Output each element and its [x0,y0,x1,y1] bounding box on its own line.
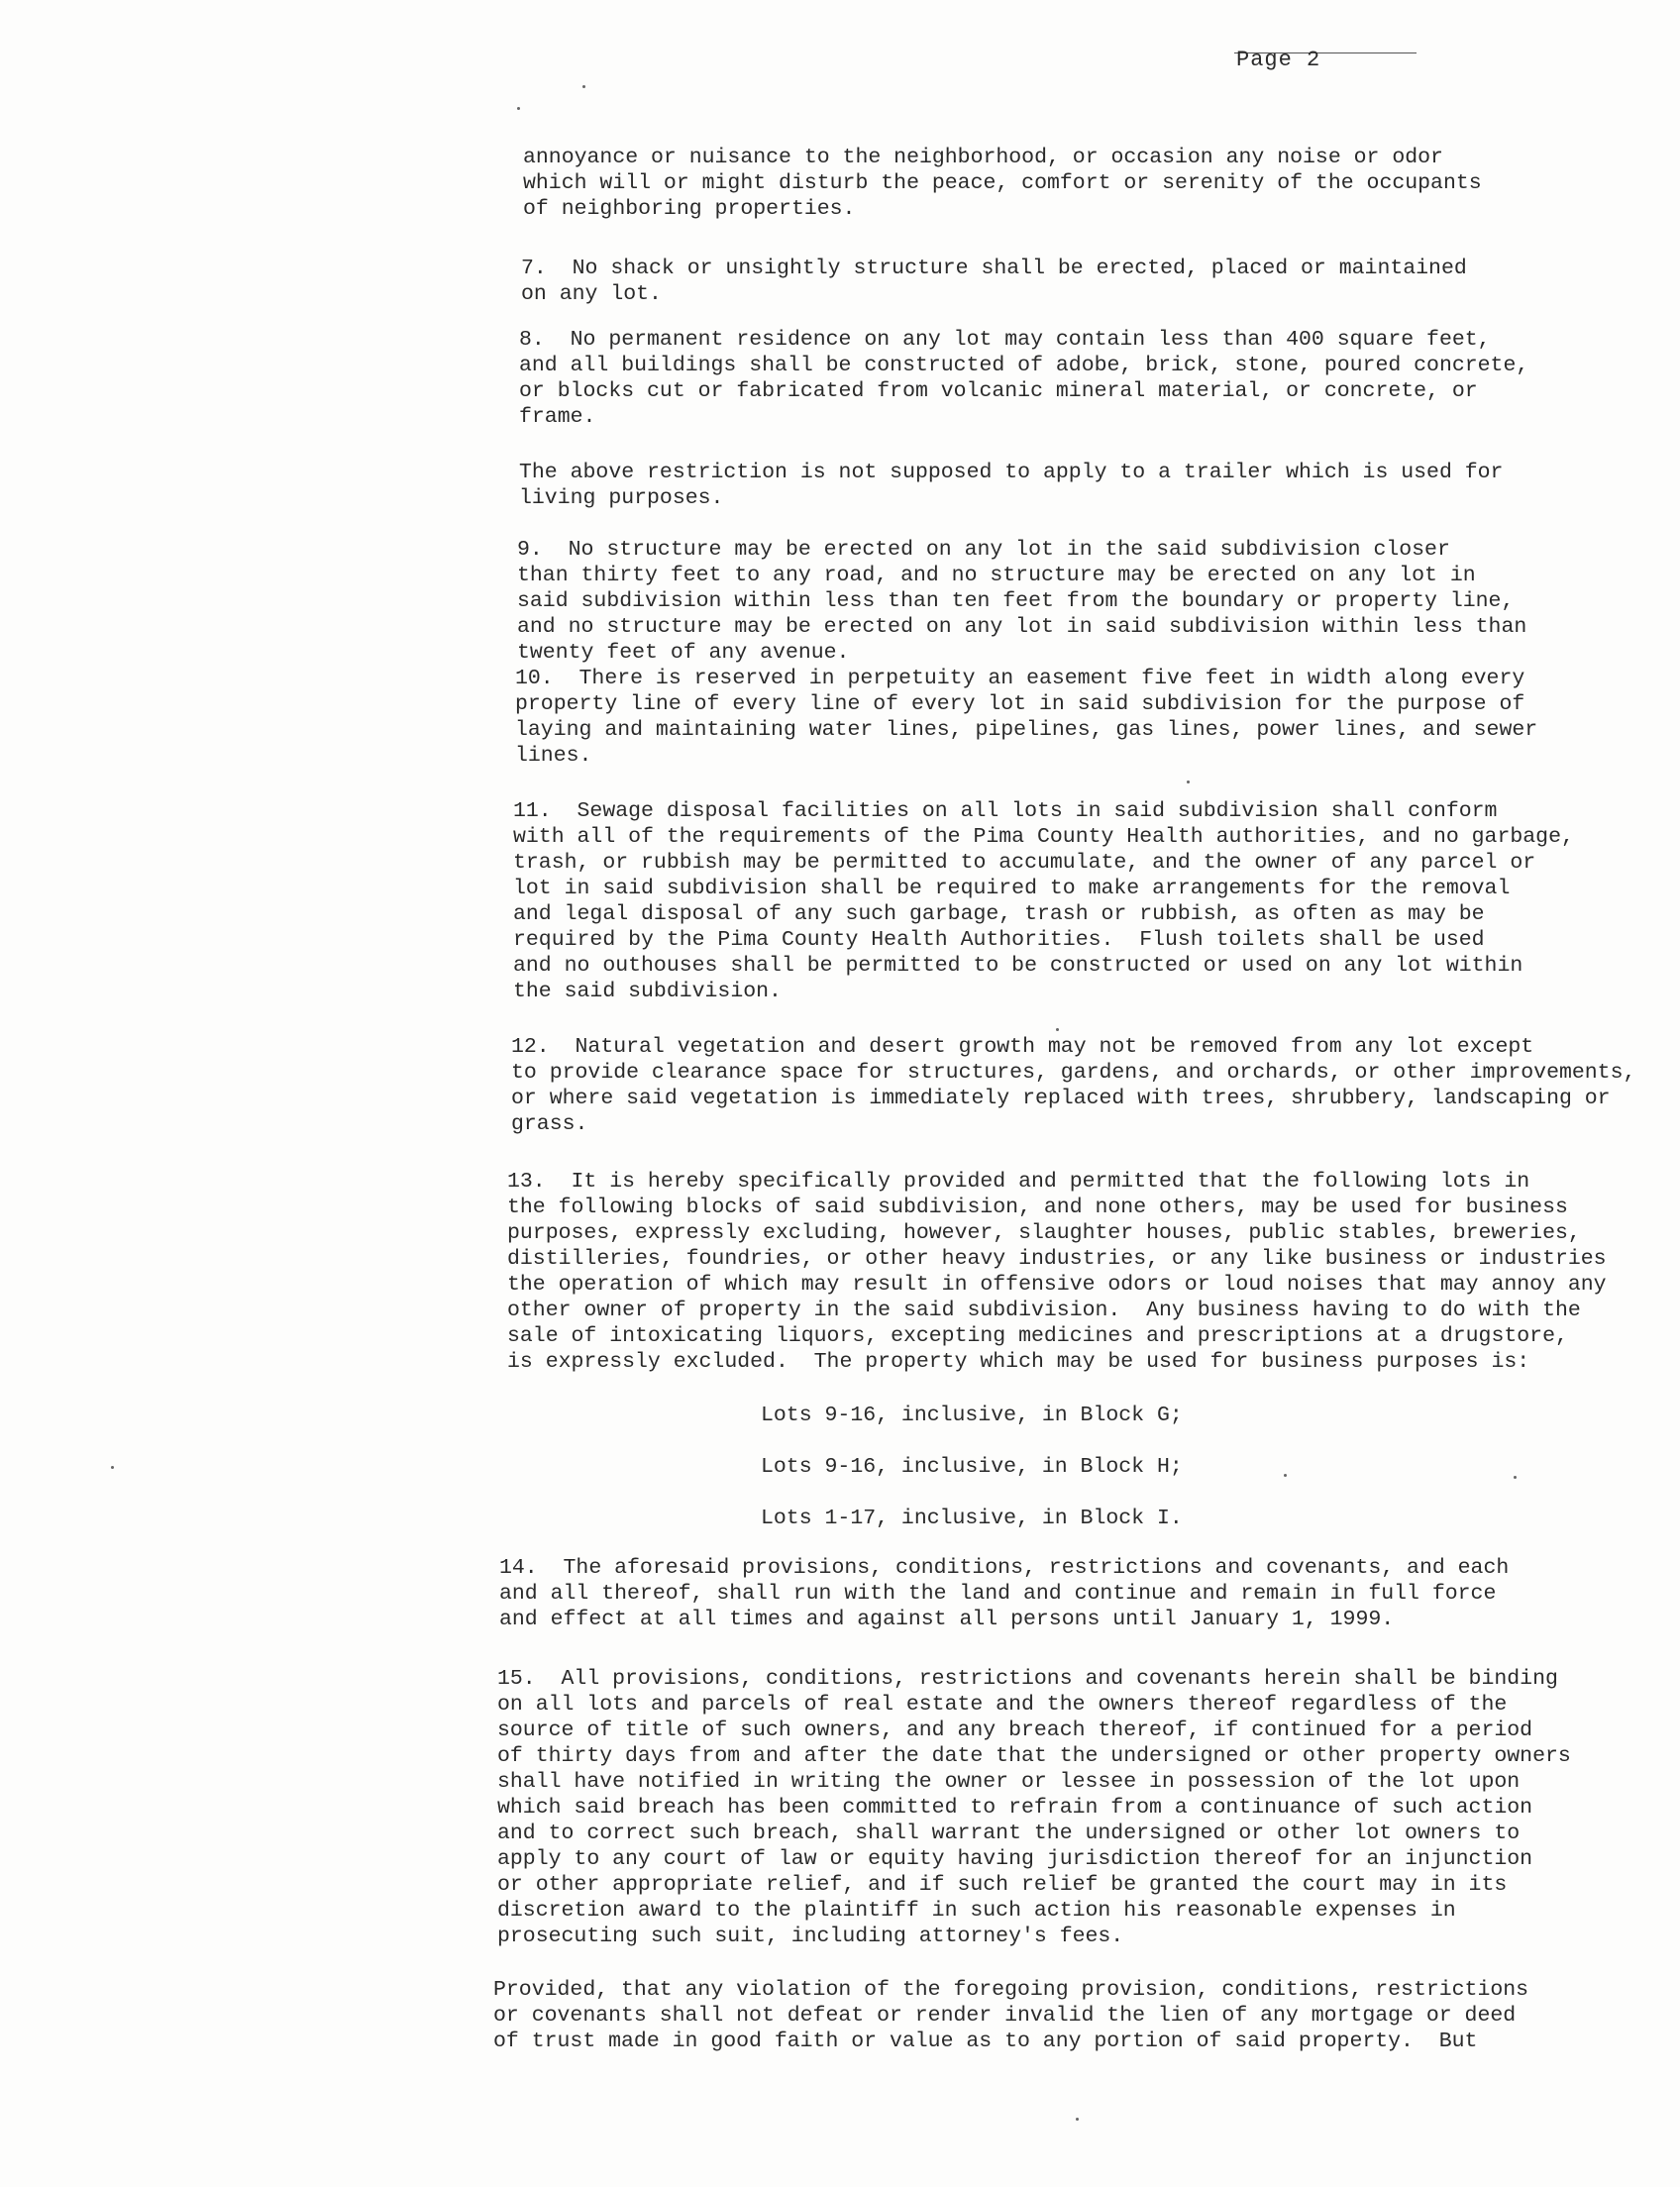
text-line: on all lots and parcels of real estate and the owners thereof regardless of the [497,1693,1508,1717]
paragraph-15 [497,1666,1680,1949]
paragraph-8 [519,327,1680,430]
text-line: which said breach has been committed to refrain from a continuance of such action [497,1796,1533,1820]
paragraph-8-note [519,460,1680,511]
scan-speck [1284,1474,1287,1477]
text-line: laying and maintaining water lines, pipelines, gas lines, power lines, and sewer [515,718,1538,742]
business-lot-item: Lots 1-17, inclusive, in Block I. [761,1507,1183,1530]
text-line: shall have notified in writing the owner or lessee in possession of the lot upon [497,1770,1521,1794]
text-line: lines. [515,744,592,768]
text-line: said subdivision within less than ten feet from the boundary or property line, [517,589,1515,613]
text-line: and legal disposal of any such garbage, trash or rubbish, as often as may be [513,902,1485,926]
text-line: of neighboring properties. [523,197,856,221]
scan-speck [582,85,585,88]
text-line: prosecuting such suit, including attorney's fees. [497,1925,1124,1948]
text-line: property line of every line of every lot in said subdivision for the purpose of [515,692,1525,716]
text-line: than thirty feet to any road, and no structure may be erected on any lot in [517,564,1476,587]
text-line: living purposes. [519,486,724,510]
text-line: or other appropriate relief, and if such relief be granted the court may in its [497,1873,1508,1897]
scan-speck [517,107,520,110]
text-line: of thirty days from and after the date that the undersigned or other property owners [497,1744,1571,1768]
page-number: Page 2 [1236,48,1321,72]
text-line: required by the Pima County Health Authorities. Flush toilets shall be used [513,928,1485,952]
text-line: the operation of which may result in offensive odors or loud noises that may annoy any [507,1273,1607,1297]
paragraph-13 [507,1169,1680,1375]
paragraph-proviso [493,1977,1680,2054]
paragraph-6-continued [523,145,1680,222]
paragraph-7 [521,256,1680,307]
text-line: 10. There is reserved in perpetuity an easement five feet in width along every [515,667,1525,690]
scan-speck [1076,2118,1079,2121]
text-line: 15. All provisions, conditions, restrictions and covenants herein shall be binding [497,1667,1558,1691]
scan-speck [111,1466,114,1469]
text-line: the following blocks of said subdivision, and none others, may be used for business [507,1196,1568,1219]
text-line: and all thereof, shall run with the land and continue and remain in full force [499,1582,1497,1606]
text-line: distilleries, foundries, or other heavy industries, or any like business or industries [507,1247,1607,1271]
text-line: and no outhouses shall be permitted to be constructed or used on any lot within [513,954,1523,978]
paragraph-9 [517,537,1680,666]
text-line: of trust made in good faith or value as to any portion of said property. But [493,2030,1478,2053]
scan-speck [1187,781,1190,783]
text-line: on any lot. [521,282,662,306]
text-line: source of title of such owners, and any breach thereof, if continued for a period [497,1718,1533,1742]
text-line: other owner of property in the said subdivision. Any business having to do with the [507,1299,1581,1322]
text-line: 8. No permanent residence on any lot may contain less than 400 square feet, [519,328,1491,352]
text-line: the said subdivision. [513,980,782,1003]
business-lot-item: Lots 9-16, inclusive, in Block H; [761,1455,1183,1479]
text-line: 7. No shack or unsightly structure shall be erected, placed or maintained [521,257,1467,280]
text-line: purposes, expressly excluding, however, slaughter houses, public stables, breweries, [507,1221,1581,1245]
text-line: or where said vegetation is immediately replaced with trees, shrubbery, landscaping or [511,1087,1611,1110]
text-line: which will or might disturb the peace, comfort or serenity of the occupants [523,171,1482,195]
text-line: or blocks cut or fabricated from volcanic mineral material, or concrete, or [519,379,1478,403]
paragraph-14 [499,1555,1680,1632]
text-line: 12. Natural vegetation and desert growth may not be removed from any lot except [511,1035,1534,1059]
text-line: 14. The aforesaid provisions, conditions, restrictions and covenants, and each [499,1556,1510,1580]
business-lots-list [761,1403,1680,1557]
text-line: 11. Sewage disposal facilities on all lots in said subdivision shall conform [513,799,1498,823]
text-line: The above restriction is not supposed to apply to a trailer which is used for [519,461,1504,484]
text-line: or covenants shall not defeat or render invalid the lien of any mortgage or deed [493,2004,1517,2028]
text-line: lot in said subdivision shall be required to make arrangements for the removal [513,877,1511,900]
text-line: and no structure may be erected on any lot in said subdivision within less than [517,615,1527,639]
text-line: discretion award to the plaintiff in such action his reasonable expenses in [497,1899,1456,1923]
text-line: grass. [511,1112,588,1136]
business-lot-item: Lots 9-16, inclusive, in Block G; [761,1404,1183,1427]
text-line: trash, or rubbish may be permitted to accumulate, and the owner of any parcel or [513,851,1536,875]
text-line: with all of the requirements of the Pima County Health authorities, and no garbage, [513,825,1574,849]
text-line: twenty feet of any avenue. [517,641,850,665]
text-line: 9. No structure may be erected on any lot in the said subdivision closer [517,538,1450,562]
paragraph-12 [511,1034,1680,1137]
text-line: to provide clearance space for structures, gardens, and orchards, or other improvements, [511,1061,1636,1085]
paragraph-10 [515,666,1680,769]
text-line: 13. It is hereby specifically provided and permitted that the following lots in [507,1170,1530,1194]
scan-speck [1514,1476,1517,1479]
text-line: sale of intoxicating liquors, excepting medicines and prescriptions at a drugstore, [507,1324,1568,1348]
text-line: and effect at all times and against all persons until January 1, 1999. [499,1608,1395,1631]
text-line: apply to any court of law or equity having jurisdiction thereof for an injunction [497,1847,1533,1871]
text-line: Provided, that any violation of the foregoing provision, conditions, restrictions [493,1978,1529,2002]
text-line: is expressly excluded. The property which may be used for business purposes is: [507,1350,1530,1374]
paragraph-11 [513,798,1680,1004]
text-line: and to correct such breach, shall warrant the undersigned or other lot owners to [497,1822,1521,1845]
text-line: frame. [519,405,596,429]
scan-speck [1056,1028,1059,1031]
text-line: annoyance or nuisance to the neighborhood, or occasion any noise or odor [523,146,1443,169]
text-line: and all buildings shall be constructed of adobe, brick, stone, poured concrete, [519,354,1529,377]
